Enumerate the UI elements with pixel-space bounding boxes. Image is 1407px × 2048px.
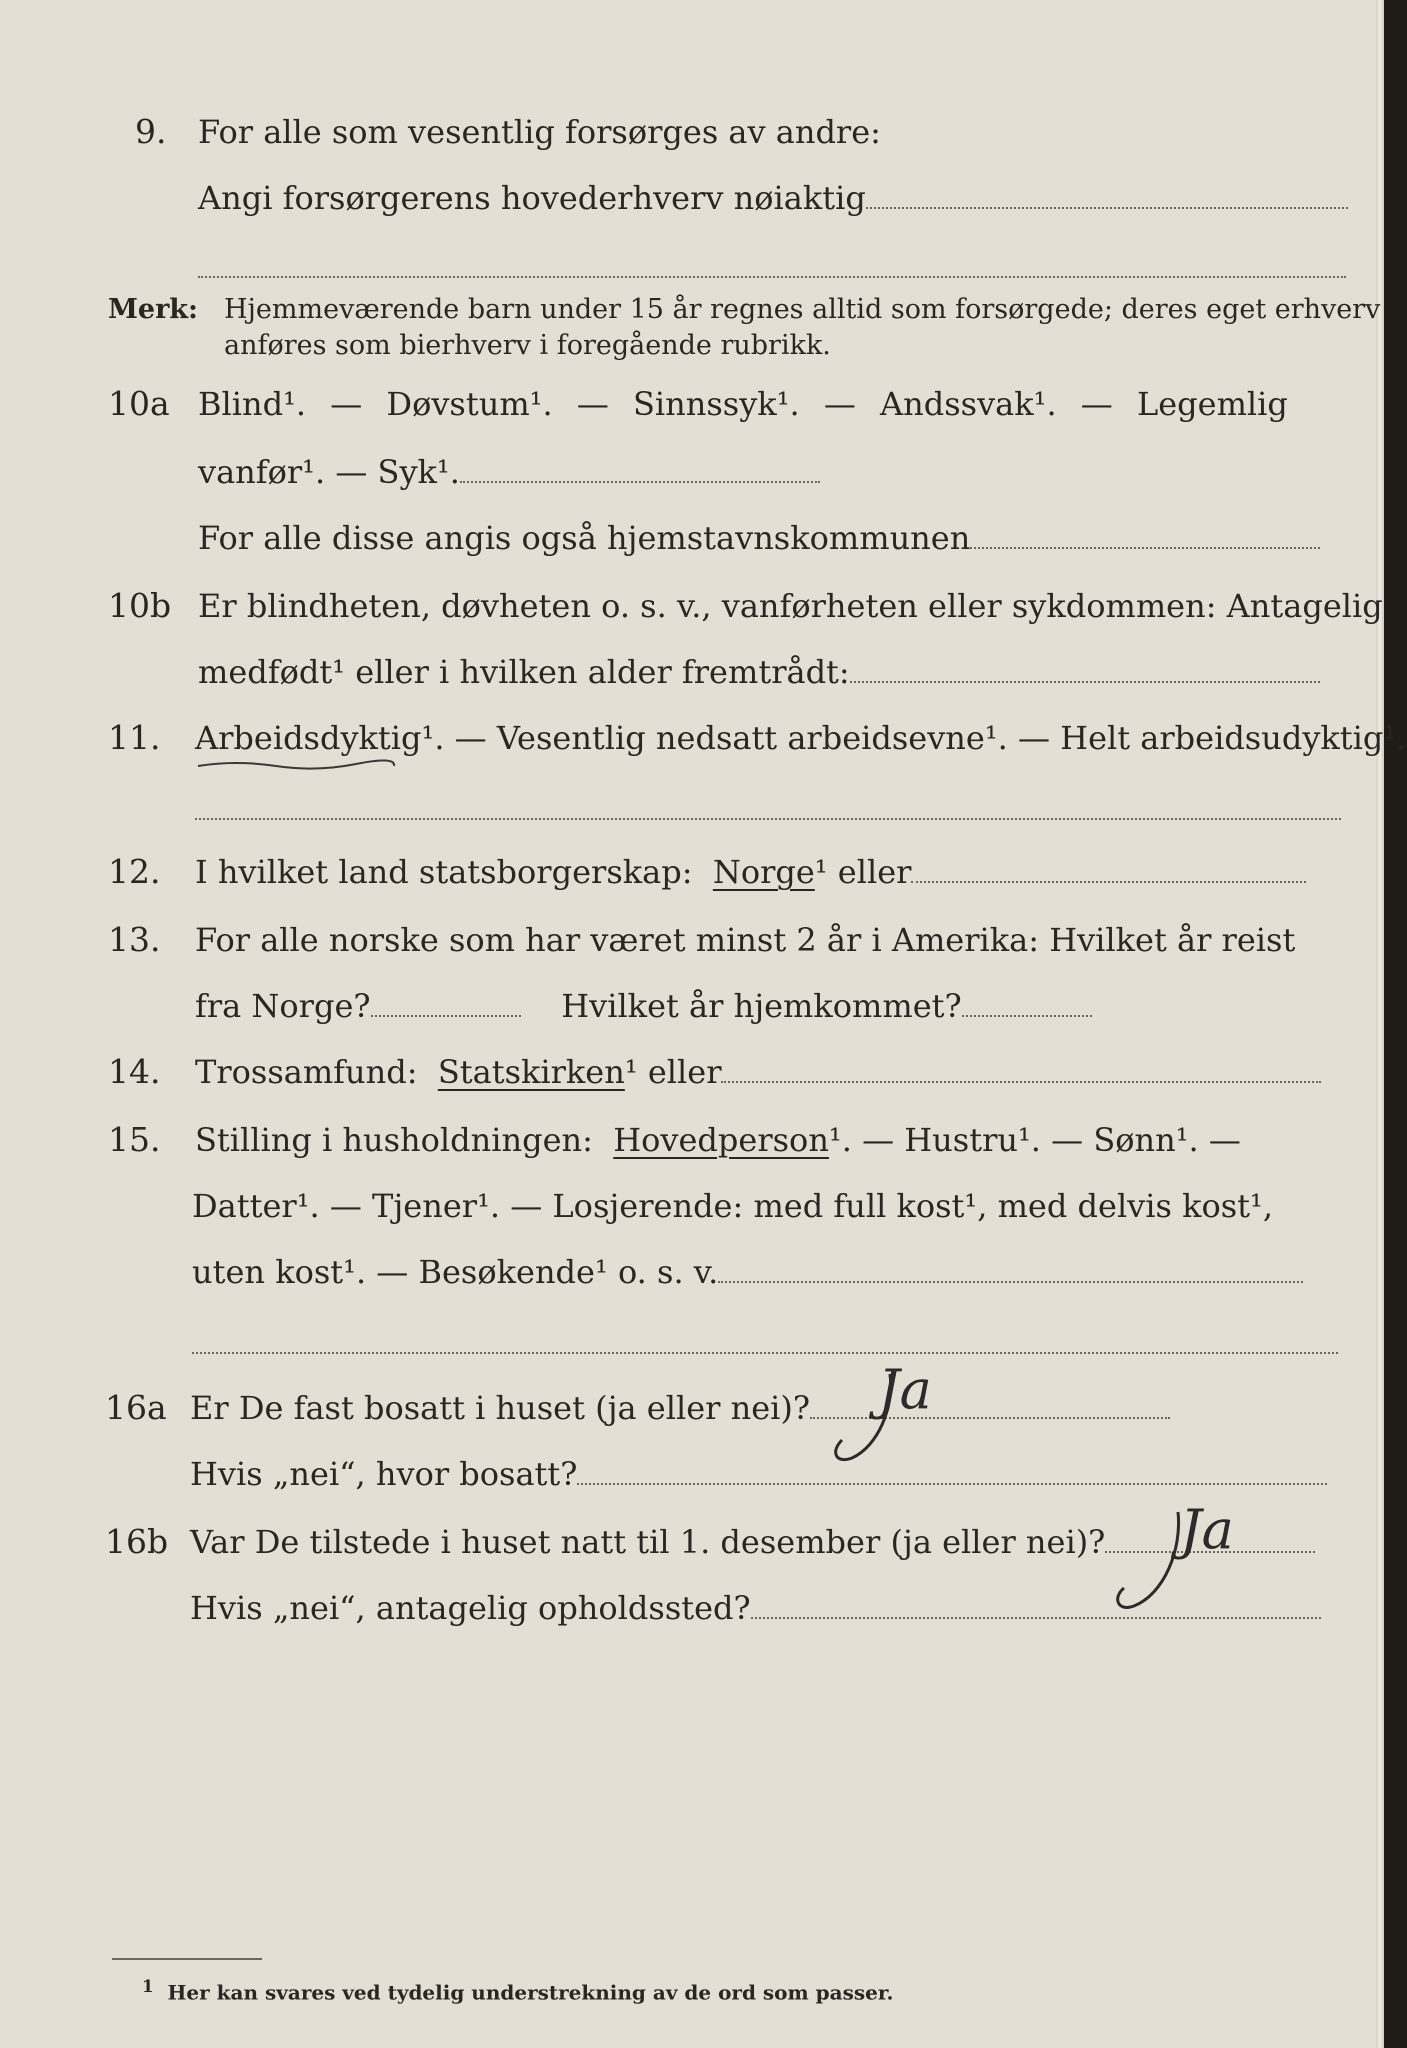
q15-line3 [192,1252,1303,1292]
q15-text: Stilling i husholdningen: [195,1121,593,1159]
merk-line1: Hjemmeværende barn under 15 år regnes alltid som forsørgede; deres eget erhverv [224,294,1381,325]
q9-line2 [198,178,1348,218]
q10a-line2-text: vanfør¹. — Syk¹. [198,453,460,491]
q14-number: 14. [108,1052,161,1091]
q14-other-field[interactable] [721,1053,1321,1083]
q9-line2-text: Angi forsørgerens hovederhverv nøiaktig [198,179,866,217]
q16a-line2-text: Hvis „nei“, hvor bosatt? [190,1455,578,1493]
q13-returned-field[interactable] [962,987,1092,1017]
q13-left-text: fra Norge? [195,987,371,1025]
q11-extra-line[interactable] [195,818,1341,820]
q16b-handwritten-answer: Ja [1180,1498,1234,1561]
q13-line1: For alle norske som har været minst 2 år i Amerika: Hvilket år reist [195,921,1296,959]
q10a-number: 10a [108,384,170,423]
footnote-mark: 1 [142,1976,154,1996]
q10b-line2 [198,652,1320,692]
q16a-line2 [190,1454,1327,1494]
q14-option-statskirken[interactable]: Statskirken [437,1053,625,1091]
q11-hand-underline [196,758,396,772]
q10b-line2-text: medfødt¹ eller i hvilken alder fremtrådt: [198,653,850,691]
q16a-question: Er De fast bosatt i huset (ja eller nei)? [190,1389,811,1427]
q13-left-field[interactable] [371,987,521,1017]
q16b-question: Var De tilstede i huset natt til 1. desember (ja eller nei)? [190,1523,1106,1561]
q11-number: 11. [108,718,161,757]
q16a-handwritten-answer: Ja [878,1358,932,1421]
q15-line3-text: uten kost¹. — Besøkende¹ o. s. v. [192,1253,719,1291]
q15-number: 15. [108,1120,161,1159]
q10b-number: 10b [108,586,172,625]
q13-line2 [195,986,1092,1026]
q10a-line3-text: For alle disse angis også hjemstavnskommunen [198,519,971,557]
q11-rest: ¹. — Vesentlig nedsatt arbeidsevne¹. — Helt arbeidsudyktig¹. [421,719,1407,757]
q11-line [195,718,1406,758]
q16b-location-field[interactable] [751,1589,1321,1619]
q12-line [195,852,1306,892]
q16a-handwriting-stroke [828,1368,908,1468]
q16a-line1 [190,1388,1170,1428]
q14-text: Trossamfund: [195,1053,418,1091]
q9-line1: For alle som vesentlig forsørges av andre: [198,113,881,151]
footnote-text: Her kan svares ved tydelig understrekning av de ord som passer. [167,1980,894,2005]
q12-text: I hvilket land statsborgerskap: [195,853,693,891]
q12-other-country-field[interactable] [911,853,1306,883]
q11-option-arbeidsdyktig[interactable]: Arbeidsdyktig [195,719,422,757]
q12-post: ¹ eller [814,853,912,891]
q14-line [195,1052,1321,1092]
q16a-residence-field[interactable] [577,1455,1327,1485]
q10b-answer-field[interactable] [850,653,1320,683]
q12-option-norge[interactable]: Norge [712,853,815,891]
q13-returned-text: Hvilket år hjemkommet? [561,987,962,1025]
q16b-line2 [190,1588,1321,1628]
q13-number: 13. [108,920,161,959]
q10b-line1: Er blindheten, døvheten o. s. v., vanførheten eller sykdommen: Antagelig [198,587,1383,625]
q10a-line1: Blind¹. — Døvstum¹. — Sinnssyk¹. — Andssvak¹. — Legemlig [198,385,1288,423]
q10a-home-municipality-field[interactable] [970,519,1320,549]
q9-extra-line[interactable] [198,276,1346,278]
q9-answer-field[interactable] [866,179,1348,209]
q15-line1-rest: ¹. — Hustru¹. — Sønn¹. — [828,1121,1241,1159]
q16a-number: 16a [105,1388,167,1427]
q15-other-field[interactable] [718,1253,1303,1283]
merk-line2: anføres som bierhverv i foregående rubrikk. [224,330,831,361]
q9-number: 9. [135,112,167,151]
q15-line2: Datter¹. — Tjener¹. — Losjerende: med full kost¹, med delvis kost¹, [192,1187,1274,1225]
q10a-line3 [198,518,1320,558]
merk-label: Merk: [108,294,198,325]
q14-post: ¹ eller [624,1053,722,1091]
q16b-line2-text: Hvis „nei“, antagelig opholdssted? [190,1589,751,1627]
q16b-number: 16b [105,1522,169,1561]
q15-extra-line[interactable] [192,1352,1338,1354]
footnote-rule [112,1958,262,1960]
q10a-sick-field[interactable] [460,453,820,483]
q10a-line2 [198,452,820,492]
footnote [142,1966,894,2013]
q15-option-hovedperson[interactable]: Hovedperson [613,1121,829,1159]
q15-line1 [195,1120,1241,1160]
q12-number: 12. [108,852,161,891]
